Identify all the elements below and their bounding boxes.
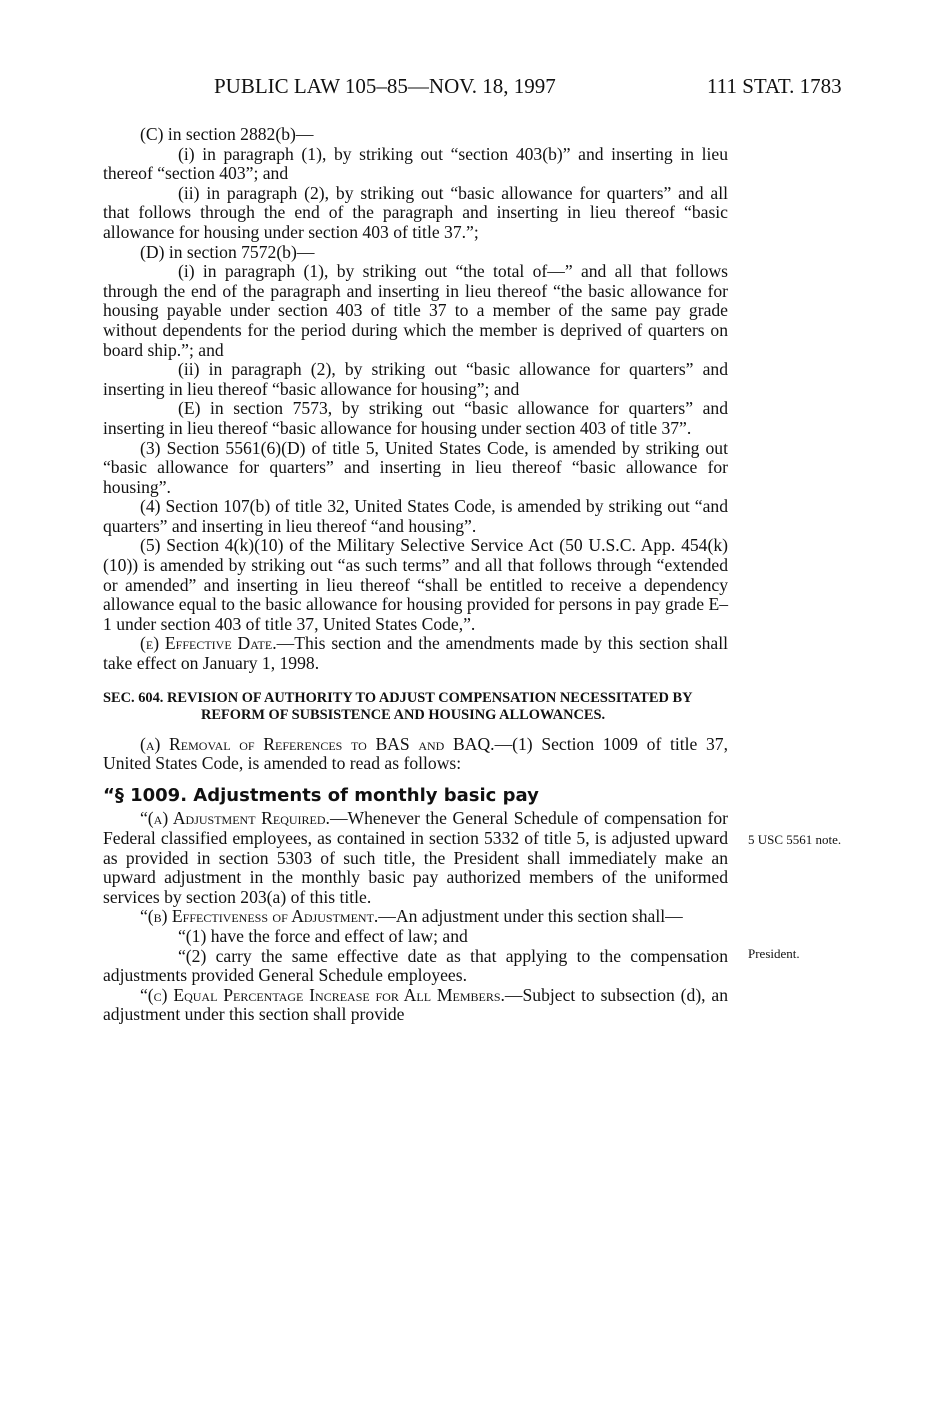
paragraph: [103, 634, 728, 673]
subsection-heading: (a) Removal of References to BAS and BAQ.: [140, 733, 495, 754]
document-body: [103, 125, 728, 1025]
paragraph: (D) in section 7572(b)—: [140, 241, 315, 262]
paragraph: (E) in section 7573, by striking out “basic allowance for quarters” and inserting in lieu thereof “basic allowance for housing under section 403 of title 37”.: [103, 398, 728, 438]
subsection-heading: “(b) Effectiveness of Adjustment.: [140, 906, 379, 927]
margin-note-president: President.: [748, 946, 800, 961]
running-header-title: PUBLIC LAW 105–85—NOV. 18, 1997: [214, 74, 556, 98]
subsection-heading: “(c) Equal Percentage Increase for All Members.: [140, 984, 505, 1005]
running-header-page: 111 STAT. 1783: [707, 74, 842, 98]
paragraph: (5) Section 4(k)(10) of the Military Selective Service Act (50 U.S.C. App. 454(k)(10)) is amended by striking out “as such terms” and all that follows through “extended or amended” and inserting in lieu thereof “shall be entitled to receive a dependency allowance equal to the basic allowance for housing provided for persons in pay grade E–1 under section 403 of title 37, United States Code,”.: [103, 535, 728, 634]
subsection-text: —(1) Section 1009 of title 37, United States Code, is amended to read as follows:: [103, 733, 728, 774]
code-section-title: “§ 1009. Adjustments of monthly basic pay: [103, 784, 539, 806]
paragraph: (ii) in paragraph (2), by striking out “basic allowance for quarters” and inserting in lieu thereof “basic allowance for housing”; and: [103, 359, 728, 399]
paragraph: [103, 809, 728, 907]
paragraph: “(1) have the force and effect of law; and: [178, 925, 468, 946]
paragraph: (i) in paragraph (1), by striking out “the total of—” and all that follows through the end of the paragraph and inserting in lieu thereof “the basic allowance for housing payable under section 403 of title 37 to a member of the same pay grade without dependents for the period during which the member is deprived of quarters on board ship.”; and: [103, 261, 728, 360]
subsection-text: —Subject to subsection (d), an adjustment under this section shall provide: [103, 984, 728, 1025]
paragraph: (ii) in paragraph (2), by striking out “basic allowance for quarters” and all that follows through the end of the paragraph and inserting in lieu thereof “basic allowance for housing under section 403 of title 37.”;: [103, 182, 728, 242]
subsection-heading: (e) Effective Date.: [140, 633, 277, 654]
paragraph: (i) in paragraph (1), by striking out “section 403(b)” and inserting in lieu thereof “section 403”; and: [103, 143, 728, 184]
paragraph: [103, 907, 728, 927]
paragraph: (3) Section 5561(6)(D) of title 5, United States Code, is amended by striking out “basic allowance for quarters” and inserting in lieu thereof “basic allowance for housing”.: [103, 437, 728, 497]
subsection-text: —This section and the amendments made by this section shall take effect on January 1, 1998.: [103, 633, 728, 674]
subsection-text: —Whenever the General Schedule of compensation for Federal classified employees, as contained in section 5332 of title 5, is adjusted upward as provided in section 5303 of such title, the President shall immediately make an upward adjustment in the monthly basic pay authorized members of the uniformed services by section 203(a) of this title.: [103, 808, 728, 907]
paragraph: [103, 986, 728, 1025]
section-heading: SEC. 604. REVISION OF AUTHORITY TO ADJUST COMPENSATION NECESSITATED BY REFORM OF SUBSISTENCE AND HOUSING ALLOWANCES.: [103, 689, 692, 724]
paragraph: (4) Section 107(b) of title 32, United States Code, is amended by striking out “and quarters” and inserting in lieu thereof “and housing”.: [103, 496, 728, 536]
paragraph: “(2) carry the same effective date as that applying to the compensation adjustments provided General Schedule employees.: [103, 945, 728, 986]
paragraph: (C) in section 2882(b)—: [140, 124, 314, 144]
subsection-heading: “(a) Adjustment Required.: [140, 808, 330, 829]
margin-note-citation: 5 USC 5561 note.: [748, 832, 842, 847]
paragraph: [103, 735, 728, 774]
subsection-text: —An adjustment under this section shall—: [378, 906, 683, 927]
